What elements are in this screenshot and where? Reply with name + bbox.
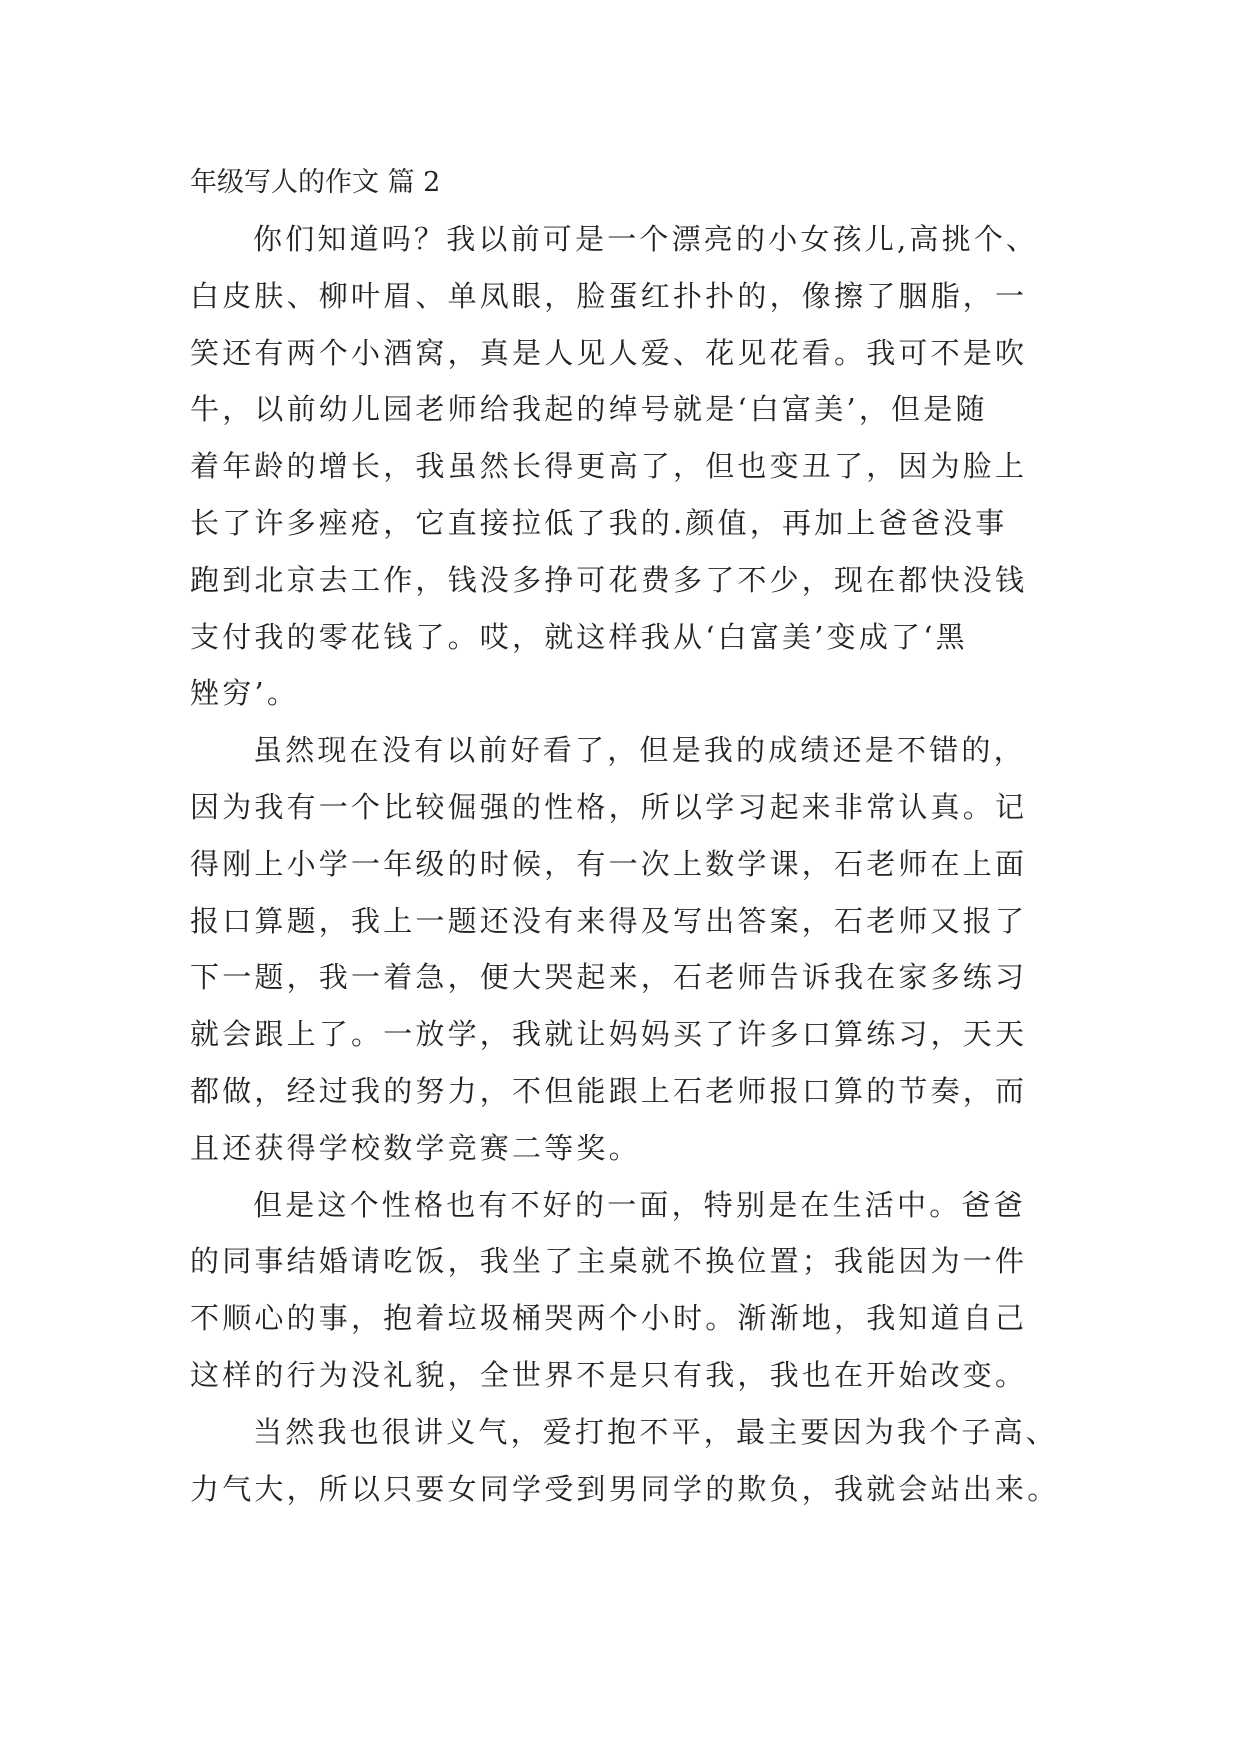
paragraph-line: 你们知道吗？我以前可是一个漂亮的小女孩儿,高挑个、 bbox=[253, 222, 1039, 256]
paragraph-line: 支付我的零花钱了。哎，就这样我从‘白富美’变成了‘黑 bbox=[190, 619, 968, 654]
paragraph-line: 报口算题，我上一题还没有来得及写出答案，石老师又报了 bbox=[190, 903, 1028, 938]
document-body bbox=[190, 155, 1070, 1517]
paragraph-line: 不顺心的事，抱着垃圾桶哭两个小时。渐渐地，我知道自己 bbox=[190, 1301, 1028, 1336]
paragraph-line: 长了许多痤疮，它直接拉低了我的.颜值，再加上爸爸没事 bbox=[190, 505, 1008, 540]
paragraph-line: 白皮肤、柳叶眉、单凤眼，脸蛋红扑扑的，像擦了胭脂，一 bbox=[190, 278, 1028, 313]
paragraph-line: 都做，经过我的努力，不但能跟上石老师报口算的节奏，而 bbox=[190, 1073, 1028, 1108]
paragraph-line: 矬穷’。 bbox=[190, 676, 300, 711]
paragraph-3 bbox=[190, 1177, 1070, 1404]
paragraph-line: 跑到北京去工作，钱没多挣可花费多了不少，现在都快没钱 bbox=[190, 562, 1028, 597]
paragraph-line: 就会跟上了。一放学，我就让妈妈买了许多口算练习，天天 bbox=[190, 1017, 1028, 1052]
paragraph-line: 虽然现在没有以前好看了，但是我的成绩还是不错的， bbox=[253, 733, 1026, 768]
paragraph-line: 下一题，我一着急，便大哭起来，石老师告诉我在家多练习 bbox=[190, 960, 1028, 995]
paragraph-line: 这样的行为没礼貌，全世界不是只有我，我也在开始改变。 bbox=[190, 1357, 1028, 1392]
paragraph-line: 牛，以前幼儿园老师给我起的绰号就是‘白富美’，但是随 bbox=[190, 392, 988, 427]
paragraph-line: 的同事结婚请吃饭，我坐了主桌就不换位置；我能因为一件 bbox=[190, 1244, 1028, 1279]
paragraph-2 bbox=[190, 722, 1070, 1176]
paragraph-line: 得刚上小学一年级的时候，有一次上数学课，石老师在上面 bbox=[190, 846, 1028, 881]
paragraph-line: 因为我有一个比较倔强的性格，所以学习起来非常认真。记 bbox=[190, 789, 1028, 824]
paragraph-line: 当然我也很讲义气，爱打抱不平，最主要因为我个子高、 bbox=[253, 1414, 1059, 1449]
paragraph-line: 但是这个性格也有不好的一面，特别是在生活中。爸爸 bbox=[253, 1187, 1026, 1222]
paragraph-1 bbox=[190, 211, 1070, 722]
paragraph-4 bbox=[190, 1404, 1070, 1518]
paragraph-line: 且还获得学校数学竞赛二等奖。 bbox=[190, 1130, 641, 1165]
paragraph-line: 力气大，所以只要女同学受到男同学的欺负，我就会站出来。 bbox=[190, 1471, 1060, 1506]
document-title: 年级写人的作文 篇 2 bbox=[190, 167, 441, 198]
paragraph-line: 笑还有两个小酒窝，真是人见人爱、花见花看。我可不是吹 bbox=[190, 335, 1028, 370]
paragraph-line: 着年龄的增长，我虽然长得更高了，但也变丑了，因为脸上 bbox=[190, 449, 1028, 484]
